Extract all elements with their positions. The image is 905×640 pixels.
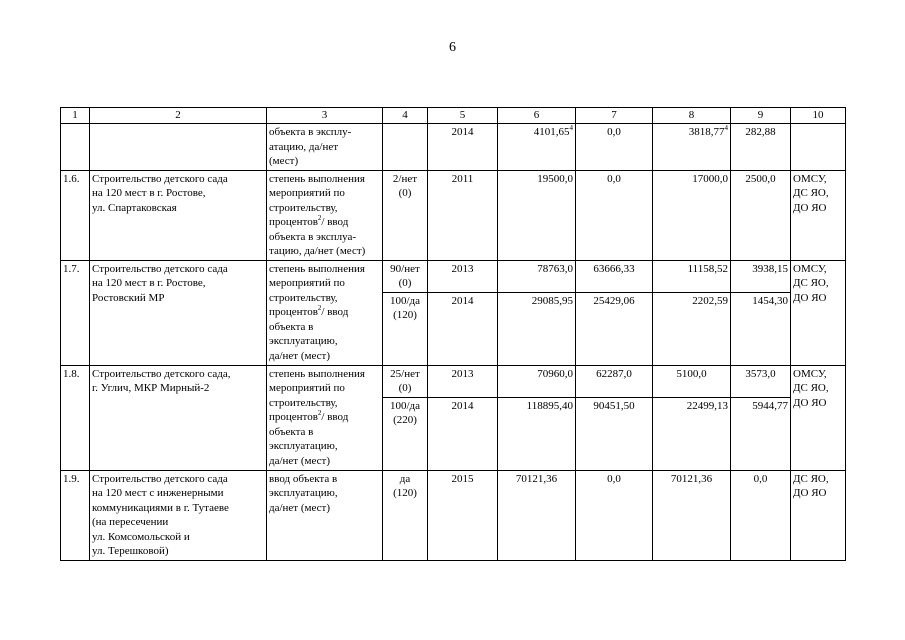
- name-line: Строительство детского сада: [92, 472, 228, 485]
- value-line: (0): [398, 277, 412, 289]
- value-line: (120): [393, 487, 417, 499]
- name-line: ул. Спартаковская: [92, 201, 177, 214]
- indicator-value-cell: [383, 365, 428, 397]
- footnote-mark: 2: [317, 409, 322, 417]
- indicator-line: степень выполнения: [269, 367, 365, 380]
- regional-cell: 5100,0: [653, 365, 731, 397]
- header-cell: 6: [498, 108, 576, 124]
- name-line: Строительство детского сада: [92, 262, 228, 275]
- federal-cell: 63666,33: [576, 260, 653, 292]
- total-cell: 70960,0: [498, 365, 576, 397]
- indicator-line: тацию, да/нет (мест): [269, 245, 366, 257]
- indicator-value-cell: [383, 260, 428, 292]
- input-label: / ввод: [321, 216, 349, 228]
- indicator-line: [269, 215, 380, 230]
- total-value: 4101,65: [533, 126, 570, 138]
- total-cell: 118895,40: [498, 397, 576, 470]
- federal-cell: 62287,0: [576, 365, 653, 397]
- header-cell: 5: [428, 108, 498, 124]
- year-cell: 2013: [428, 365, 498, 397]
- indicator-line: мероприятий по: [269, 187, 345, 199]
- executor-line: ДС ЯО,: [793, 382, 829, 394]
- indicator-line: степень выполнения: [269, 172, 365, 185]
- federal-cell: 90451,50: [576, 397, 653, 470]
- row-number-cell: [61, 124, 90, 171]
- row-number-cell: 1.7.: [61, 260, 90, 365]
- executor-cell: [791, 470, 846, 560]
- row-number-cell: 1.9.: [61, 470, 90, 560]
- value-line: 25/нет: [390, 367, 420, 380]
- total-cell: 29085,95: [498, 292, 576, 365]
- header-cell: 3: [267, 108, 383, 124]
- value-line: 90/нет: [390, 262, 420, 275]
- name-line: коммуникациями в г. Тутаеве: [92, 501, 229, 514]
- year-cell: 2014: [428, 397, 498, 470]
- year-cell: 2011: [428, 170, 498, 260]
- executor-cell: [791, 260, 846, 365]
- federal-cell: 25429,06: [576, 292, 653, 365]
- header-cell: 9: [731, 108, 791, 124]
- indicator-line: да/нет (мест): [269, 501, 330, 514]
- value-line: 100/да: [389, 294, 421, 307]
- total-cell: [498, 124, 576, 171]
- indicator-line: эксплуатацию,: [269, 335, 338, 347]
- indicator-cell: [267, 170, 383, 260]
- indicator-line: объекта в: [269, 320, 314, 333]
- year-cell: 2015: [428, 470, 498, 560]
- object-name-cell: [90, 365, 267, 470]
- header-cell: 10: [791, 108, 846, 124]
- local-cell: 2500,0: [731, 170, 791, 260]
- executor-line: ДО ЯО: [793, 291, 827, 304]
- executor-cell: [791, 365, 846, 470]
- federal-cell: 0,0: [576, 124, 653, 171]
- indicator-cell: [267, 470, 383, 560]
- executor-line: ДС ЯО,: [793, 472, 829, 485]
- row-number-cell: 1.6.: [61, 170, 90, 260]
- table-row: [61, 260, 846, 292]
- header-cell: 2: [90, 108, 267, 124]
- total-cell: 19500,0: [498, 170, 576, 260]
- table-row: [61, 365, 846, 397]
- executor-cell: [791, 170, 846, 260]
- input-label: / ввод: [321, 411, 349, 423]
- local-cell: 3938,15: [731, 260, 791, 292]
- value-line: 100/да: [389, 399, 421, 412]
- indicator-line: строительству,: [269, 201, 338, 214]
- indicator-line: (мест): [269, 155, 299, 167]
- regional-cell: 17000,0: [653, 170, 731, 260]
- total-cell: 70121,36: [498, 470, 576, 560]
- object-name-cell: [90, 260, 267, 365]
- input-label: / ввод: [321, 306, 349, 318]
- header-cell: 8: [653, 108, 731, 124]
- table-row: [61, 124, 846, 171]
- executor-line: ОМСУ,: [793, 262, 827, 275]
- name-line: ул. Терешковой): [92, 545, 169, 557]
- footnote-mark: 4: [569, 124, 573, 132]
- regional-cell: 11158,52: [653, 260, 731, 292]
- footnote-mark: 2: [317, 214, 322, 222]
- name-line: г. Углич, МКР Мирный-2: [92, 382, 210, 394]
- program-table: [60, 107, 846, 561]
- total-cell: 78763,0: [498, 260, 576, 292]
- indicator-value-cell: [383, 292, 428, 365]
- executor-line: ДО ЯО: [793, 487, 827, 499]
- header-row: [61, 108, 846, 124]
- table-row: [61, 170, 846, 260]
- value-line: да: [399, 472, 411, 485]
- indicator-line: степень выполнения: [269, 262, 365, 275]
- indicator-line: да/нет (мест): [269, 454, 330, 467]
- indicator-line: мероприятий по: [269, 382, 345, 394]
- executor-cell: [791, 124, 846, 171]
- regional-cell: [653, 124, 731, 171]
- indicator-line: объекта в эксплуа-: [269, 230, 357, 243]
- percent-label: процентов: [269, 306, 318, 318]
- year-cell: 2014: [428, 292, 498, 365]
- name-line: Строительство детского сада: [92, 172, 228, 185]
- executor-line: ОМСУ,: [793, 172, 827, 185]
- indicator-value-cell: [383, 124, 428, 171]
- name-line: Строительство детского сада,: [92, 367, 231, 380]
- percent-label: процентов: [269, 216, 318, 228]
- name-line: на 120 мест в г. Ростове,: [92, 187, 206, 199]
- local-cell: 282,88: [731, 124, 791, 171]
- regional-cell: 70121,36: [653, 470, 731, 560]
- value-line: (0): [398, 382, 412, 394]
- indicator-value-cell: [383, 170, 428, 260]
- value-line: 2/нет: [392, 172, 418, 185]
- regional-value: 3818,77: [688, 126, 725, 138]
- executor-line: ДС ЯО,: [793, 187, 829, 199]
- name-line: Ростовский МР: [92, 291, 165, 304]
- name-line: ул. Комсомольской и: [92, 530, 190, 543]
- indicator-line: строительству,: [269, 291, 338, 304]
- header-cell: 1: [61, 108, 90, 124]
- federal-cell: 0,0: [576, 170, 653, 260]
- local-cell: 5944,77: [731, 397, 791, 470]
- indicator-cell: [267, 124, 383, 171]
- object-name-cell: [90, 470, 267, 560]
- header-cell: 4: [383, 108, 428, 124]
- indicator-line: объекта в: [269, 425, 314, 438]
- value-line: (0): [398, 187, 412, 199]
- year-cell: 2013: [428, 260, 498, 292]
- executor-line: ДО ЯО: [793, 201, 827, 214]
- value-line: (220): [393, 414, 417, 426]
- indicator-cell: [267, 365, 383, 470]
- indicator-line: объекта в эксплу-: [269, 126, 352, 138]
- indicator-line: ввод объекта в: [269, 472, 338, 485]
- indicator-line: эксплуатацию,: [269, 487, 338, 499]
- indicator-line: атацию, да/нет: [269, 140, 339, 153]
- indicator-line: [269, 305, 380, 320]
- regional-cell: 2202,59: [653, 292, 731, 365]
- row-number-cell: 1.8.: [61, 365, 90, 470]
- executor-line: ДС ЯО,: [793, 277, 829, 289]
- name-line: на 120 мест в г. Ростове,: [92, 277, 206, 289]
- percent-label: процентов: [269, 411, 318, 423]
- year-cell: 2014: [428, 124, 498, 171]
- indicator-cell: [267, 260, 383, 365]
- local-cell: 1454,30: [731, 292, 791, 365]
- name-line: на 120 мест с инженерными: [92, 487, 224, 499]
- page-number: 6: [449, 40, 456, 55]
- regional-cell: 22499,13: [653, 397, 731, 470]
- indicator-line: эксплуатацию,: [269, 440, 338, 452]
- local-cell: 3573,0: [731, 365, 791, 397]
- object-name-cell: [90, 170, 267, 260]
- header-cell: 7: [576, 108, 653, 124]
- indicator-value-cell: [383, 470, 428, 560]
- indicator-line: [269, 410, 380, 425]
- indicator-line: строительству,: [269, 396, 338, 409]
- object-name-cell: [90, 124, 267, 171]
- indicator-value-cell: [383, 397, 428, 470]
- footnote-mark: 2: [317, 304, 322, 312]
- indicator-line: мероприятий по: [269, 277, 345, 289]
- federal-cell: 0,0: [576, 470, 653, 560]
- local-cell: 0,0: [731, 470, 791, 560]
- footnote-mark: 4: [724, 124, 728, 132]
- value-line: (120): [393, 309, 417, 321]
- executor-line: ДО ЯО: [793, 396, 827, 409]
- name-line: (на пересечении: [92, 516, 169, 528]
- table-row: [61, 470, 846, 560]
- indicator-line: да/нет (мест): [269, 349, 330, 362]
- executor-line: ОМСУ,: [793, 367, 827, 380]
